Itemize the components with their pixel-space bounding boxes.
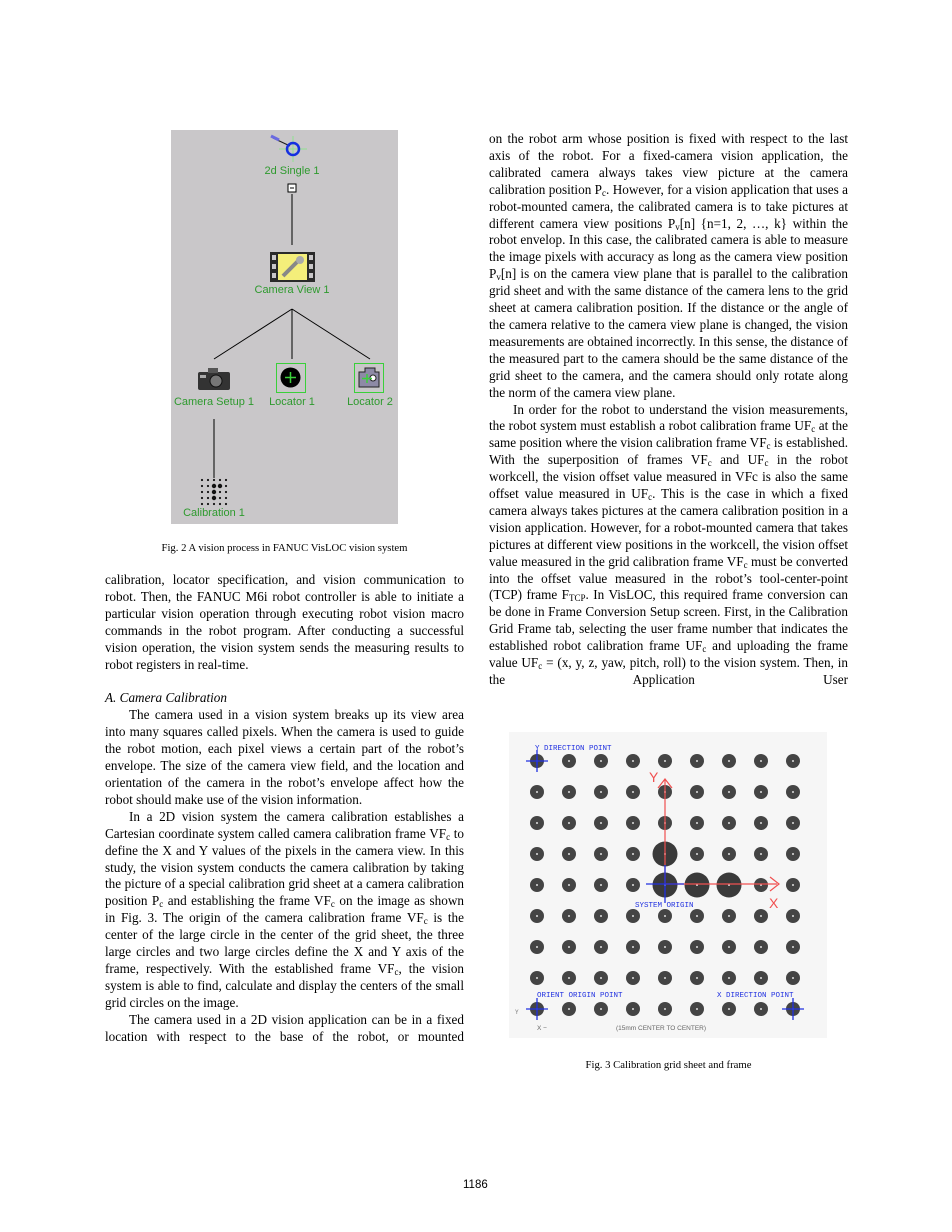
node-label-2d-single: 2d Single 1 (264, 165, 320, 177)
label-x-direction-point: X DIRECTION POINT (717, 992, 794, 1000)
vision-process-icon (271, 136, 307, 162)
camera-view-film-icon (270, 252, 315, 282)
node-label-camera-setup: Camera Setup 1 (173, 396, 255, 408)
node-label-camera-view: Camera View 1 (254, 284, 330, 296)
paragraph: calibration, locator specification, and vision communication to robot. Then, the FANUC M6i robot controller is able to initiate a particular vision operation through executing robot vision macro commands in the robot program. After conducting a successful vision operation, the vision system sends the measuring results to robot registers in real-time. (105, 572, 464, 672)
axis-label-y: Y (649, 769, 659, 785)
locator-2-icon (354, 363, 384, 393)
label-system-origin: SYSTEM ORIGIN (635, 902, 694, 910)
page-number: 1186 (463, 1179, 488, 1191)
node-label-locator-1: Locator 1 (269, 396, 315, 408)
label-small-x: X − (537, 1025, 547, 1032)
right-column (489, 131, 848, 689)
label-y-direction-point: Y DIRECTION POINT (535, 745, 612, 753)
label-grid-spacing: (15mm CENTER TO CENTER) (616, 1025, 707, 1032)
calibration-grid-sheet (509, 732, 827, 1038)
paragraph: In a 2D vision system the camera calibration establishes a Cartesian coordinate system called camera calibration frame $VF_c$ to define the X and Y values of the pixels in the camera view. In this study, the vision system conducts the camera calibration by taking the picture of a special calibration grid sheet at a camera calibration position $P_c$ and establishing the frame $VF_c$ on the image as shown in Fig. 3. The origin of the camera calibration frame $VF_c$ is the center of the large circle in the center of the grid sheet, the three large circles and two large circles define the X and Y axis of the frame, respectively. With the established frame $VF_c$, the vision system is able to find, calculate and display the centers of the small grid circles on the image. (105, 808, 465, 1010)
label-small-y: Y (515, 1009, 519, 1016)
paragraph: The camera used in a 2D vision application can be in a fixed location with respect to the base of the robot, or mounted (105, 1011, 464, 1044)
axis-label-x: X (769, 895, 779, 911)
section-heading: A. Camera Calibration (105, 690, 227, 706)
camera-icon (198, 368, 230, 390)
tree-connector-lines (171, 130, 398, 524)
calibration-grid-icon (201, 479, 227, 505)
locator-1-icon (276, 363, 306, 393)
node-label-locator-2: Locator 2 (347, 396, 393, 408)
figure-3-caption: Fig. 3 Calibration grid sheet and frame (585, 1059, 752, 1071)
left-column (105, 572, 464, 1045)
label-orient-origin-point: ORIENT ORIGIN POINT (537, 992, 623, 1000)
figure-2-caption: Fig. 2 A vision process in FANUC VisLOC vision system (161, 542, 408, 554)
figure-3-calibration-grid (509, 732, 827, 1038)
paragraph: The camera used in a vision system breaks up its view area into many squares called pixels. When the camera is used to guide the robot motion, each pixel views a certain part of the robot’s envelope. The size of the camera view field, and the location and orientation of the camera in the robot’s envelope affect how the robot should make use of the vision information. (105, 707, 464, 807)
paragraph: In order for the robot to understand the vision measurements, the robot system must establish a robot calibration frame $UF_c$ at the same position where the vision calibration frame $VF_c$ is established. With the superposition of frames $VF_c$ and $UF_c$ in the robot workcell, the vision offset value measured in VFc is also the same offset value measured in $UF_c$. This is the case in which a fixed camera always takes pictures at the camera calibration position in a vision application. However, for a robot-mounted camera that takes pictures at different view positions in the workcell, the vision offset value measured in the grid calibration frame $VF_c$ must be converted into the offset value measured in the robot’s tool-center-point (TCP) frame $F_{TCP}$. In VisLOC, this required frame conversion can be done in Frame Conversion Setup screen. First, in the Calibration Grid Frame tab, selecting the user frame number that indicates the established robot calibration frame $UF_c$ and uploading the frame value $UF_c = (x$, y, z, yaw, pitch, roll) to the vision system. Then, in the Application User (489, 401, 849, 687)
paragraph: on the robot arm whose position is fixed with respect to the last axis of the robot. For a fixed-camera vision application, the calibrated camera always takes view picture at the camera calibration position $P_c$. However, for a vision application that uses a robot-mounted camera, the calibrated camera is to take pictures at different camera view positions $P_v[n]$ {n=1, 2, …, k} within the robot envelop. In this case, the calibrated camera is able to measure the image pixels with accuracy as long as the camera view position $P_v[n]$ is on the camera view plane that is parallel to the calibration grid sheet and with the same distance of the camera lens to the grid sheet at camera calibration position. If the distance or the angle of the camera relative to the camera view plane is changed, the vision measurements are obtained incorrectly. In this sense, the distance of the measured part to the camera should be the same distance of the grid sheet to the camera, and the camera should only rotate along the norm of the camera view plane. (489, 131, 848, 400)
node-label-calibration: Calibration 1 (183, 507, 245, 519)
figure-2-vision-process-tree (171, 130, 398, 524)
